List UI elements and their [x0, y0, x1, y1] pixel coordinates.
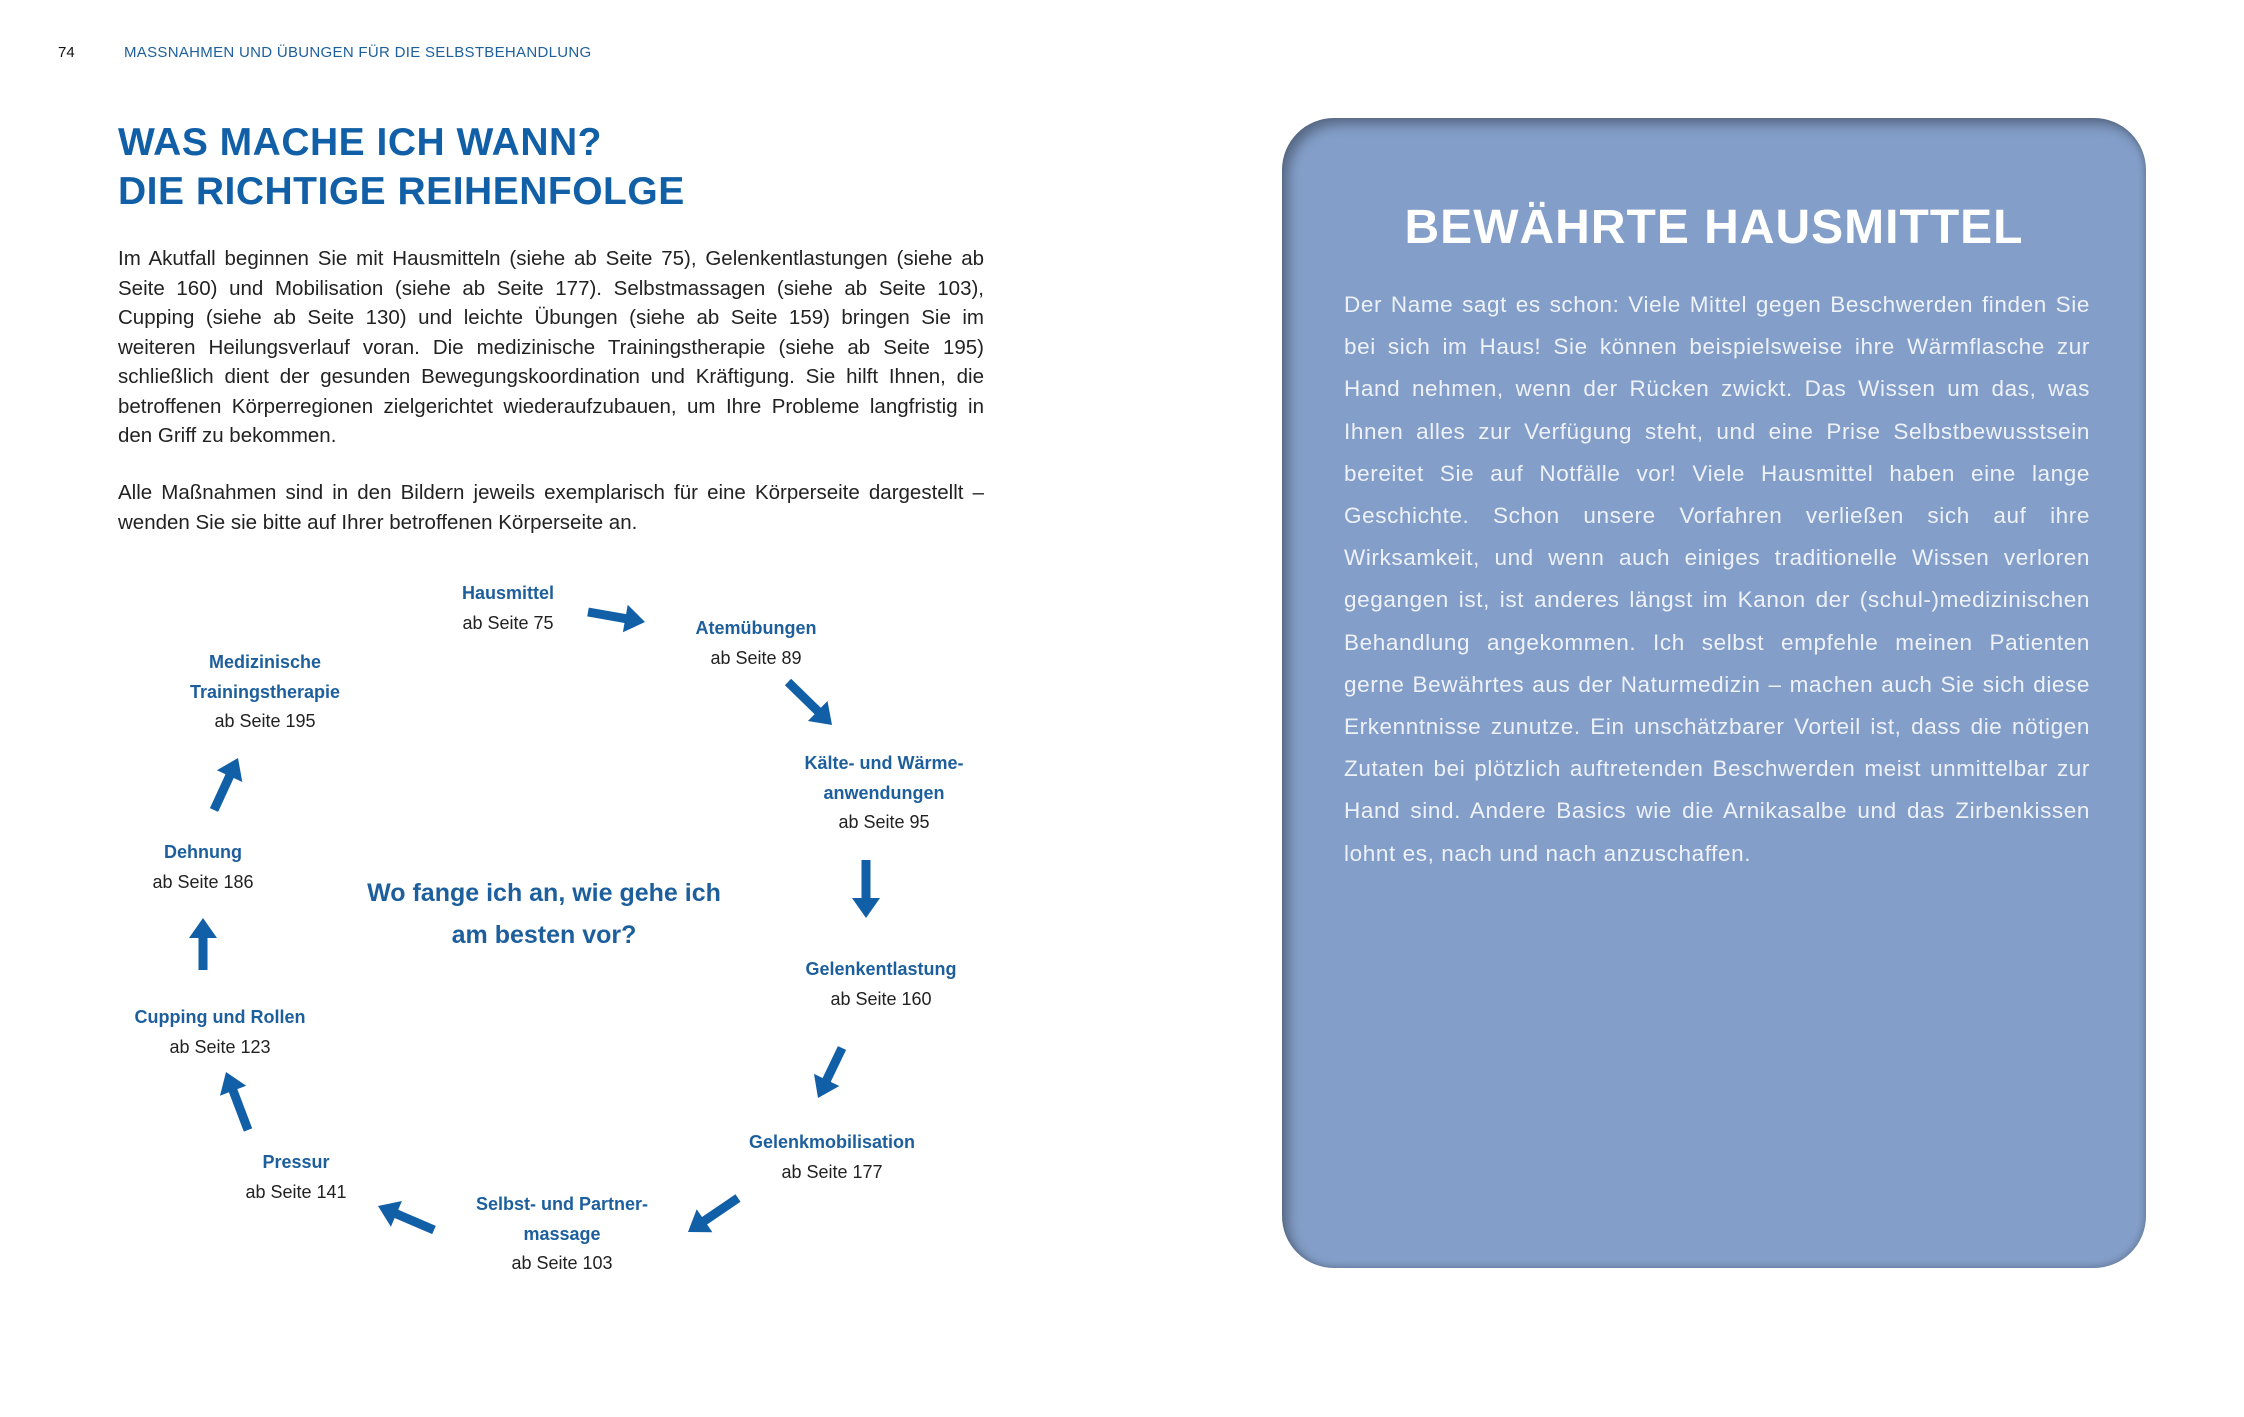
step-label: Gelenkmobilisation — [748, 1132, 916, 1152]
heading-line-1: WAS MACHE ICH WANN? — [118, 121, 602, 164]
note-paragraph: Alle Maßnahmen sind in den Bildern jeweils exemplarisch für eine Körperseite dargestellt – wenden Sie sie bitte auf Ihrer betroffenen Körperseite an. — [118, 481, 984, 534]
step-page: ab Seite 177 — [781, 1161, 883, 1182]
step-label: Hausmittel — [461, 583, 555, 603]
step-label: Medizinische Trainingstherapie — [189, 652, 341, 702]
home-remedies-box — [1282, 118, 2146, 1268]
step-label: Dehnung — [164, 842, 242, 862]
step-cupping — [135, 1003, 306, 1062]
arrow-pressur-to-cupping — [220, 1072, 252, 1132]
arrow-entlastung-to-mobil — [814, 1046, 846, 1098]
page-number: 74 — [58, 44, 75, 61]
step-label: Kälte- und Wärme- anwendungen — [804, 753, 964, 803]
center-question — [367, 872, 721, 956]
step-label: Selbst- und Partner- massage — [475, 1194, 649, 1244]
step-page: ab Seite 141 — [245, 1181, 347, 1202]
step-page: ab Seite 195 — [214, 711, 316, 731]
step-label: Gelenkentlastung — [805, 959, 957, 979]
step-selbstmassage — [476, 1190, 648, 1279]
intro-paragraph: Im Akutfall beginnen Sie mit Hausmitteln (siehe ab Seite 75), Gelenkentlastungen (siehe ab Seite 160) und Mobilisation (siehe ab Seite 177). Selbstmassagen (siehe ab Seite 103), Cupping (siehe ab Seite 130) und leichte Übungen (siehe ab Seite 159) bringen Sie im weiteren Heilungsverlauf voran. Die medizinische Trainingstherapie (siehe ab Seite 195) schließlich dient der gesunden Bewegungskoordination und Kräftigung. Sie hilft Ihnen, die betroffenen Körperregionen zielgerichtet wiederaufzubauen, um Ihre Probleme langfristig in den Griff zu bekommen. — [118, 247, 984, 447]
step-hausmittel — [462, 579, 554, 638]
step-pressur — [245, 1148, 346, 1207]
step-kaelte-waerme — [804, 749, 963, 838]
arrow-cupping-to-dehnung — [189, 918, 217, 970]
step-label: Atemübungen — [695, 618, 817, 638]
step-page: ab Seite 75 — [462, 612, 554, 633]
step-page: ab Seite 123 — [169, 1036, 271, 1057]
treatment-cycle-diagram — [0, 0, 1100, 1417]
step-label: Cupping und Rollen — [134, 1007, 306, 1027]
step-trainingstherapie — [190, 648, 340, 737]
arrow-mobil-to-massage — [688, 1194, 741, 1232]
step-gelenkmobilisation — [749, 1128, 915, 1187]
step-label: Pressur — [262, 1152, 330, 1172]
arrow-hausmittel-to-atem — [587, 605, 645, 633]
arrow-kaelte-to-entlastung — [852, 860, 880, 918]
box-title: BEWÄHRTE HAUSMITTEL — [1404, 201, 2024, 254]
arrow-dehnung-to-training — [210, 758, 242, 812]
step-atemuebungen — [696, 614, 817, 673]
box-text: Der Name sagt es schon: Viele Mittel gegen Beschwerden finden Sie bei sich im Haus! Sie können beispielsweise ihre Wärmflasche zur Hand nehmen, wenn der Rücken zwickt. Das Wissen um das, was Ihnen alles zur Verfügung steht, und eine Prise Selbstbewusstsein bereitet Sie auf Notfälle vor! Viele Hausmittel haben eine lange Geschichte. Schon unsere Vorfahren verließen sich auf ihre Wirksamkeit, und wenn auch einiges traditionelle Wissen verloren gegangen ist, ist anderes längst im Kanon der (schul-)medizinischen Behandlung angekommen. Ich selbst empfehle meinen Patienten gerne Bewährtes aus der Naturmedizin – machen auch Sie sich diese Erkenntnisse zunutze. Ein unschätzbarer Vorteil ist, dass die nötigen Zutaten bei plötzlich auftretenden Beschwerden meist unmittelbar zur Hand sind. Andere Basics wie die Arnikasalbe und das Zirbenkissen lohnt es, nach und nach anzuschaffen. — [1344, 292, 2090, 866]
heading-line-2: DIE RICHTIGE REIHENFOLGE — [118, 170, 685, 213]
step-page: ab Seite 103 — [511, 1253, 613, 1273]
step-page: ab Seite 186 — [152, 871, 254, 892]
step-page: ab Seite 160 — [830, 988, 932, 1009]
step-gelenkentlastung — [805, 955, 956, 1014]
arrow-atem-to-kaelte — [785, 679, 832, 725]
running-title: MASSNAHMEN UND ÜBUNGEN FÜR DIE SELBSTBEHANDLUNG — [124, 44, 592, 61]
center-question-text: Wo fange ich an, wie gehe ich am besten vor? — [367, 879, 721, 949]
step-page: ab Seite 95 — [838, 812, 930, 832]
step-page: ab Seite 89 — [710, 647, 802, 668]
arrow-massage-to-pressur — [378, 1201, 436, 1234]
step-dehnung — [152, 838, 253, 897]
